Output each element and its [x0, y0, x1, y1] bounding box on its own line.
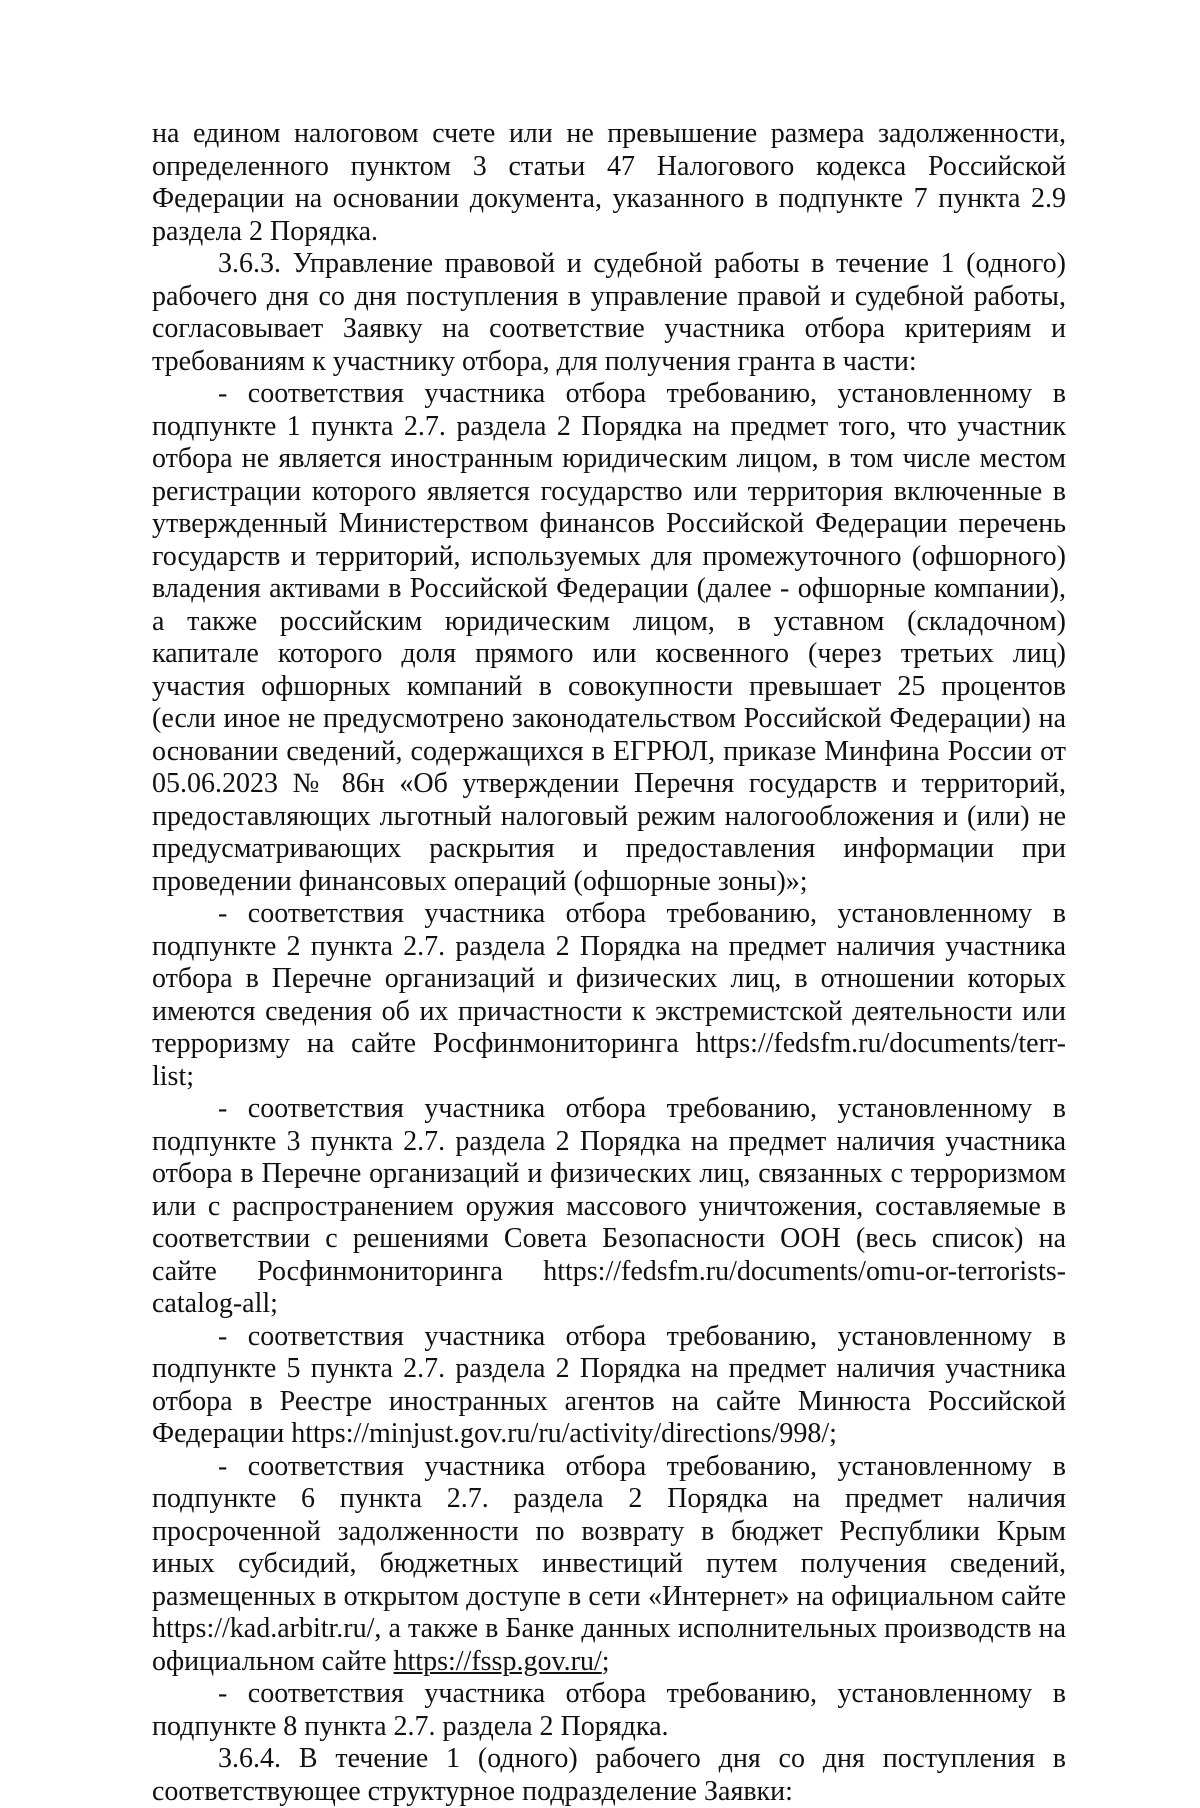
list-item-subclause-6	[152, 1451, 1066, 1679]
list-item-subclause-2: - соответствия участника отбора требованию, установленному в подпункте 2 пункта 2.7. раздела 2 Порядка на предмет наличия участника отбора в Перечне организаций и физических лиц, в отношении которых имеются сведения об их причастности к экстремистской деятельности или терроризму на сайте Росфинмониторинга https://fedsfm.ru/documents/terr-list;	[152, 898, 1066, 1092]
subclause-6-text: - соответствия участника отбора требованию, установленному в подпункте 6 пункта 2.7. раздела 2 Порядка на предмет наличия просроченной задолженности по возврату в бюджет Республики Крым иных субсидий, бюджетных инвестиций путем получения сведений, размещенных в открытом доступе в сети «Интернет» на официальном сайте https://kad.arbitr.ru/, а также в Банке данных исполнительных производств на официальном сайте	[152, 1450, 1066, 1677]
paragraph-3-6-3: 3.6.3. Управление правовой и судебной работы в течение 1 (одного) рабочего дня со дня поступления в управление правой и судебной работы, согласовывает Заявку на соответствие участника отбора критериям и требованиям к участнику отбора, для получения гранта в части:	[152, 248, 1066, 377]
fssp-link[interactable]: https://fssp.gov.ru/	[393, 1645, 602, 1677]
paragraph-3-6-4: 3.6.4. В течение 1 (одного) рабочего дня со дня поступления в соответствующее структурное подразделение Заявки:	[152, 1743, 1066, 1807]
list-item-subclause-5: - соответствия участника отбора требованию, установленному в подпункте 5 пункта 2.7. раздела 2 Порядка на предмет наличия участника отбора в Реестре иностранных агентов на сайте Минюста Российской Федерации https://minjust.gov.ru/ru/activity/directions/998/;	[152, 1320, 1066, 1449]
paragraph-continuation: на едином налоговом счете или не превышение размера задолженности, определенного пунктом 3 статьи 47 Налогового кодекса Российской Федерации на основании документа, указанного в подпункте 7 пункта 2.9 раздела 2 Порядка.	[152, 118, 1066, 247]
document-body	[152, 118, 1066, 1808]
list-item-subclause-3: - соответствия участника отбора требованию, установленному в подпункте 3 пункта 2.7. раздела 2 Порядка на предмет наличия участника отбора в Перечне организаций и физических лиц, связанных с терроризмом или с распространением оружия массового уничтожения, составляемые в соответствии с решениями Совета Безопасности ООН (весь список) на сайте Росфинмониторинга https://fedsfm.ru/documents/omu-or-terrorists-catalog-all;	[152, 1093, 1066, 1319]
list-item-subclause-1: - соответствия участника отбора требованию, установленному в подпункте 1 пункта 2.7. раздела 2 Порядка на предмет того, что участник отбора не является иностранным юридическим лицом, в том числе местом регистрации которого является государство или территория включенные в утвержденный Министерством финансов Российской Федерации перечень государств и территорий, используемых для промежуточного (офшорного) владения активами в Российской Федерации (далее - офшорные компании), а также российским юридическим лицом, в уставном (складочном) капитале которого доля прямого или косвенного (через третьих лиц) участия офшорных компаний в совокупности превышает 25 процентов (если иное не предусмотрено законодательством Российской Федерации) на основании сведений, содержащихся в ЕГРЮЛ, приказе Минфина России от 05.06.2023 № 86н «Об утверждении Перечня государств и территорий, предоставляющих льготный налоговый режим налогообложения и (или) не предусматривающих раскрытия и предоставления информации при проведении финансовых операций (офшорные зоны)»;	[152, 378, 1066, 897]
subclause-6-ending: ;	[601, 1645, 610, 1677]
list-item-subclause-8: - соответствия участника отбора требованию, установленному в подпункте 8 пункта 2.7. раздела 2 Порядка.	[152, 1678, 1066, 1742]
